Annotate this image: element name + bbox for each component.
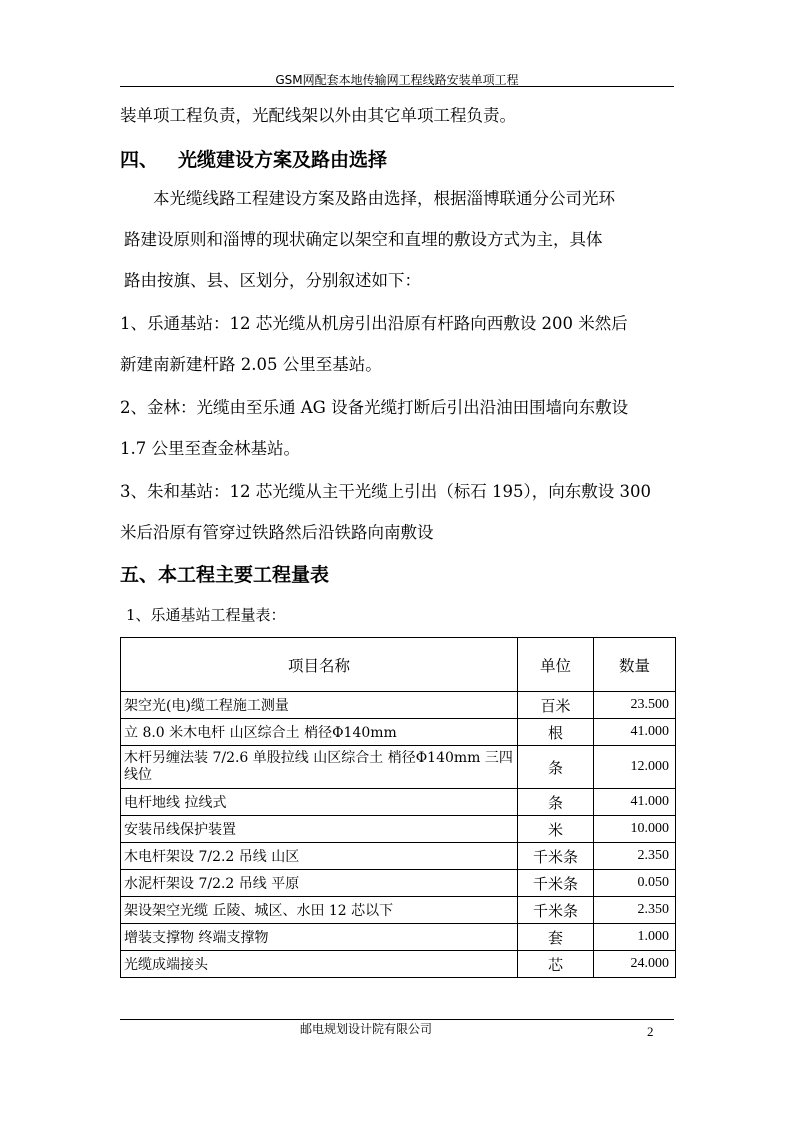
item-quantity: 0.050 <box>594 870 676 897</box>
header-rule <box>120 86 674 87</box>
item-unit: 千米条 <box>518 897 594 924</box>
section-4-heading <box>120 151 387 170</box>
table-row <box>121 746 676 789</box>
route-item-3-line-1: 3、朱和基站：12 芯光缆从主干光缆上引出（标石 195），向东敷设 300 <box>120 482 651 501</box>
item-unit: 千米条 <box>518 843 594 870</box>
item-name: 木杆另缠法装 7/2.6 单股拉线 山区综合土 梢径Φ140mm 三四线位 <box>121 746 518 789</box>
paragraph-continuation: 装单项工程负责，光配线架以外由其它单项工程负责。 <box>120 106 516 125</box>
item-quantity: 10.000 <box>594 816 676 843</box>
page-header-title: GSM网配套本地传输网工程线路安装单项工程 <box>275 73 519 87</box>
table-caption: 1、乐通基站工程量表： <box>126 606 286 624</box>
item-name: 安装吊线保护装置 <box>121 816 518 843</box>
route-item-3-line-2: 米后沿原有管穿过铁路然后沿铁路向南敷设 <box>120 523 434 542</box>
paragraph-line: 路建设原则和淄博的现状确定以架空和直埋的敷设方式为主，具体 <box>124 230 603 249</box>
item-unit: 套 <box>518 924 594 951</box>
route-item-2-line-2: 1.7 公里至查金林基站。 <box>120 439 300 458</box>
table-row <box>121 951 676 978</box>
item-name: 架空光(电)缆工程施工测量 <box>121 692 518 719</box>
section-5-heading: 五、本工程主要工程量表 <box>120 564 330 586</box>
section-4-number: 四、 <box>120 149 159 171</box>
item-quantity: 41.000 <box>594 719 676 746</box>
route-item-1-line-2: 新建南新建杆路 2.05 公里至基站。 <box>120 355 382 374</box>
item-name: 木电杆架设 7/2.2 吊线 山区 <box>121 843 518 870</box>
item-quantity: 24.000 <box>594 951 676 978</box>
section-4-title: 光缆建设方案及路由选择 <box>178 149 388 171</box>
paragraph-line: 本光缆线路工程建设方案及路由选择，根据淄博联通分公司光环 <box>153 189 615 208</box>
table-row <box>121 692 676 719</box>
item-name: 光缆成端接头 <box>121 951 518 978</box>
table-row <box>121 789 676 816</box>
item-unit: 根 <box>518 719 594 746</box>
item-quantity: 23.500 <box>594 692 676 719</box>
item-name: 架设架空光缆 丘陵、城区、水田 12 芯以下 <box>121 897 518 924</box>
item-quantity: 41.000 <box>594 789 676 816</box>
item-name: 增装支撑物 终端支撑物 <box>121 924 518 951</box>
column-header-unit: 单位 <box>518 638 594 692</box>
item-name: 立 8.0 米木电杆 山区综合土 梢径Φ140mm <box>121 719 518 746</box>
column-header-quantity: 数量 <box>594 638 676 692</box>
paragraph-line: 路由按旗、县、区划分，分别叙述如下： <box>124 271 421 290</box>
route-item-2-line-1: 2、金林：光缆由至乐通 AG 设备光缆打断后引出沿油田围墙向东敷设 <box>120 398 629 417</box>
item-quantity: 2.350 <box>594 897 676 924</box>
footer-organization: 邮电规划设计院有限公司 <box>300 1022 433 1036</box>
page-number: 2 <box>647 1024 654 1039</box>
table-row <box>121 816 676 843</box>
table-row <box>121 719 676 746</box>
item-quantity: 2.350 <box>594 843 676 870</box>
route-item-1-line-1: 1、乐通基站：12 芯光缆从机房引出沿原有杆路向西敷设 200 米然后 <box>120 314 628 333</box>
table-row <box>121 897 676 924</box>
item-unit: 条 <box>518 746 594 789</box>
item-unit: 百米 <box>518 692 594 719</box>
item-name: 水泥杆架设 7/2.2 吊线 平原 <box>121 870 518 897</box>
item-quantity: 1.000 <box>594 924 676 951</box>
column-header-item: 项目名称 <box>121 638 518 692</box>
item-unit: 条 <box>518 789 594 816</box>
quantity-table <box>120 637 676 978</box>
table-row <box>121 924 676 951</box>
item-unit: 米 <box>518 816 594 843</box>
item-unit: 千米条 <box>518 870 594 897</box>
item-quantity: 12.000 <box>594 746 676 789</box>
item-name: 电杆地线 拉线式 <box>121 789 518 816</box>
table-row <box>121 843 676 870</box>
table-row <box>121 870 676 897</box>
item-unit: 芯 <box>518 951 594 978</box>
